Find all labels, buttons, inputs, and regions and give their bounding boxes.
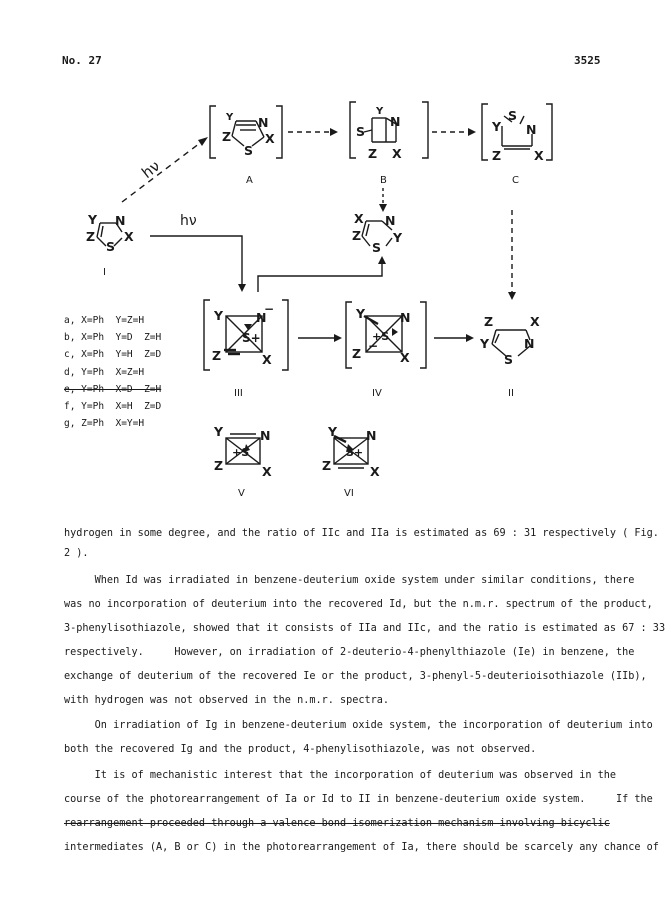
atom-label: X	[354, 211, 364, 226]
label-B: B	[380, 175, 387, 186]
atom-label: Z	[352, 228, 362, 243]
atom-label: X	[262, 352, 272, 367]
text-line: hydrogen in some degree, and the ratio of IIc and IIa is estimated as 69 : 31 respectively ( Fig.	[64, 528, 659, 539]
atom-label: Z	[492, 148, 502, 163]
atom-label: X	[124, 229, 134, 244]
text-line: both the recovered Ig and the product, 4-phenylisothiazole, was not observed.	[64, 744, 537, 755]
label-IV: IV	[372, 388, 382, 399]
atom-label: S	[356, 124, 366, 139]
legend-row-g: g, Z=Ph X=Y=H	[64, 418, 145, 430]
label-III: III	[234, 388, 243, 399]
legend-row-f: f, Y=Ph X=H Z=D	[64, 401, 162, 413]
atom-label: +S	[372, 330, 390, 343]
atom-label: N	[390, 114, 401, 129]
atom-label: N	[260, 428, 271, 443]
text-line: exchange of deuterium of the recovered Ie or the product, 3-phenyl-5-deuterioisothiazole (IIb),	[64, 671, 647, 682]
page-header-journal: No. 27	[62, 54, 102, 67]
atom-label: N	[524, 336, 535, 351]
atom-label: Y	[328, 424, 338, 439]
atom-label: Y	[214, 424, 224, 439]
text-line: was no incorporation of deuterium into the recovered Id, but the n.m.r. spectrum of the product,	[64, 599, 653, 610]
atom-label: N	[400, 310, 411, 325]
atom-label: N	[115, 213, 126, 228]
atom-label: Z	[222, 129, 232, 144]
atom-label: N	[526, 122, 537, 137]
atom-label: N	[385, 213, 396, 228]
hv-label-diagonal: hν	[138, 156, 164, 183]
atom-label: Z	[322, 458, 332, 473]
atom-label: X	[530, 314, 540, 329]
atom-label: S	[504, 352, 514, 367]
text-line: intermediates (A, B or C) in the photorearrangement of Ia, there should be scarcely any chance of	[64, 842, 659, 853]
text-line: 3-phenylisothiazole, showed that it consists of IIa and IIc, and the ratio is estimated as 67 : 33	[64, 623, 666, 634]
text-line: It is of mechanistic interest that the incorporation of deuterium was observed in the	[64, 770, 617, 781]
atom-label: Y	[226, 112, 234, 123]
atom-label: N	[258, 115, 269, 130]
atom-label: S	[106, 239, 116, 254]
atom-label: X	[370, 464, 380, 479]
atom-label: N	[366, 428, 377, 443]
atom-label: Z	[368, 146, 378, 161]
text-line: with hydrogen was not observed in the n.m.r. spectra.	[64, 695, 390, 706]
label-I: I	[103, 267, 106, 278]
atom-label: Z	[352, 346, 362, 361]
atom-label: Z	[86, 229, 96, 244]
legend-row-b: b, X=Ph Y=D Z=H	[64, 332, 162, 344]
atom-label: Y	[214, 308, 224, 323]
label-II: II	[508, 388, 514, 399]
atom-label: X	[265, 131, 275, 146]
substituent-legend	[64, 312, 161, 432]
atom-label: S	[244, 143, 254, 158]
text-line: course of the photorearrangement of Ia or Id to II in benzene-deuterium oxide system. If the	[64, 794, 653, 805]
atom-label: X	[392, 146, 402, 161]
page-number: 3525	[574, 54, 601, 67]
atom-label: S	[372, 240, 382, 255]
label-A: A	[246, 175, 253, 186]
atom-label: +S	[232, 446, 250, 459]
atom-label: S	[508, 108, 518, 123]
hv-label-horizontal: hν	[180, 213, 197, 229]
atom-label: Z	[212, 348, 222, 363]
arrow-I-to-III	[150, 236, 242, 284]
legend-row-d: d, Y=Ph X=Z=H	[64, 366, 145, 378]
text-line: rearrangement proceeded through a valence bond isomerization mechanism involving bicyclic	[64, 818, 610, 829]
atom-label: X	[262, 464, 272, 479]
legend-row-c: c, X=Ph Y=H Z=D	[64, 349, 162, 361]
atom-label: S+	[346, 446, 364, 459]
arrow-III-to-product	[258, 262, 382, 292]
atom-label: Y	[356, 306, 366, 321]
text-line: On irradiation of Ig in benzene-deuterium oxide system, the incorporation of deuterium into	[64, 720, 653, 731]
atom-label: X	[400, 350, 410, 365]
label-VI: VI	[344, 488, 354, 499]
text-line: When Id was irradiated in benzene-deuterium oxide system under similar conditions, there	[64, 575, 635, 586]
atom-label: X	[534, 148, 544, 163]
label-V: V	[238, 488, 245, 499]
atom-label: −	[264, 302, 275, 316]
atom-label: Y	[492, 119, 502, 134]
legend-row-a: a, X=Ph Y=Z=H	[64, 315, 145, 326]
atom-label: Y	[88, 212, 98, 227]
atom-label: Y	[376, 106, 384, 117]
text-line: 2 ).	[64, 548, 89, 559]
text-line: respectively. However, on irradiation of 2-deuterio-4-phenylthiazole (Ie) in benzene, the	[64, 647, 635, 658]
atom-label: −	[368, 339, 379, 353]
atom-label: Z	[484, 314, 494, 329]
legend-row-e: e, Y=Ph X=D Z=H	[64, 383, 162, 395]
label-C: C	[512, 175, 519, 186]
atom-label: Z	[214, 458, 224, 473]
atom-label: N	[256, 310, 267, 325]
atom-label: S+	[242, 331, 261, 345]
atom-label: Y	[480, 336, 490, 351]
atom-label: Y	[393, 230, 403, 245]
